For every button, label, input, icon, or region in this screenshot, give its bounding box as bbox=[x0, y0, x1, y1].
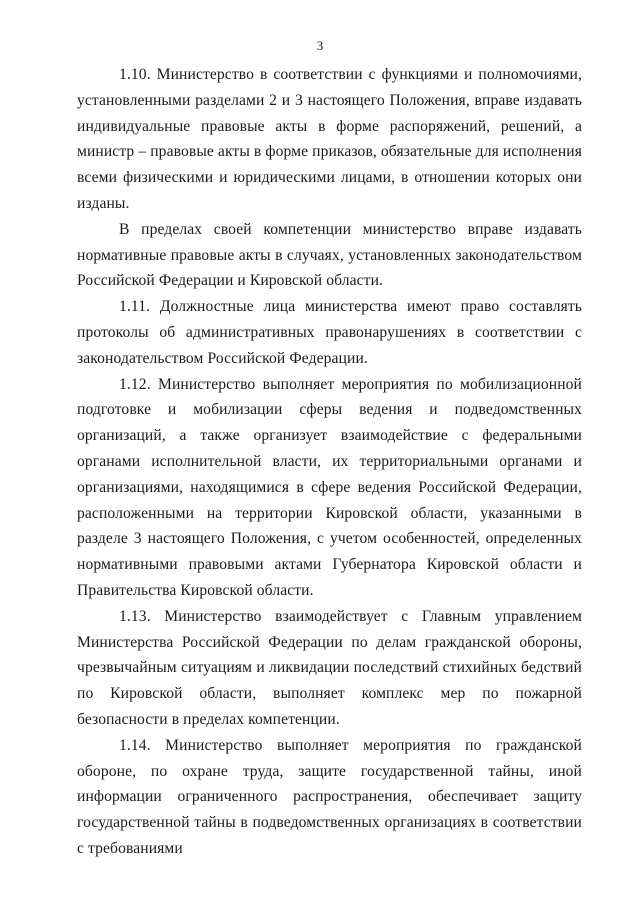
paragraph-1-14: 1.14. Министерство выполняет мероприятия по гражданской обороне, по охране труда, защите государственной тайны, иной информации ограниченного распространения, обеспечивает защиту государственной тайны в подведомственных организациях в соответствии с требованиями bbox=[77, 736, 582, 857]
paragraph-1-11: 1.11. Должностные лица министерства имеют право составлять протоколы об административных правонарушениях в соответствии с законодательством Российской Федерации. bbox=[77, 298, 582, 367]
paragraph-1-13: 1.13. Министерство взаимодействует с Главным управлением Министерства Российской Федерации по делам гражданской обороны, чрезвычайным ситуациям и ликвидации последствий стихийных бедствий по Кировской области, выполняет комплекс мер по пожарной безопасности в пределах компетенции. bbox=[77, 607, 582, 728]
paragraph-1-12: 1.12. Министерство выполняет мероприятия по мобилизационной подготовке и мобилизации сферы ведения и подведомственных организаций, а также организует взаимодействие с федеральными органами исполнительной власти, их территориальными органами и организациями, находящимися в сфере ведения Российской Федерации, расположенными на территории Кировской области, указанными в разделе 3 настоящего Положения, с учетом особенностей, определенных нормативными правовыми актами Губернатора Кировской области и Правительства Кировской области. bbox=[77, 375, 582, 599]
document-body bbox=[77, 62, 582, 862]
paragraph-1-10: 1.10. Министерство в соответствии с функциями и полномочиями, установленными разделами 2 и 3 настоящего Положения, вправе издавать индивидуальные правовые акты в форме распоряжений, решений, а министр – правовые акты в форме приказов, обязательные для исполнения всеми физическими и юридическими лицами, в отношении которых они изданы. bbox=[77, 66, 582, 212]
page-number: 3 bbox=[316, 38, 324, 53]
paragraph-competence: В пределах своей компетенции министерство вправе издавать нормативные правовые акты в случаях, установленных законодательством Российской Федерации и Кировской области. bbox=[77, 220, 582, 290]
